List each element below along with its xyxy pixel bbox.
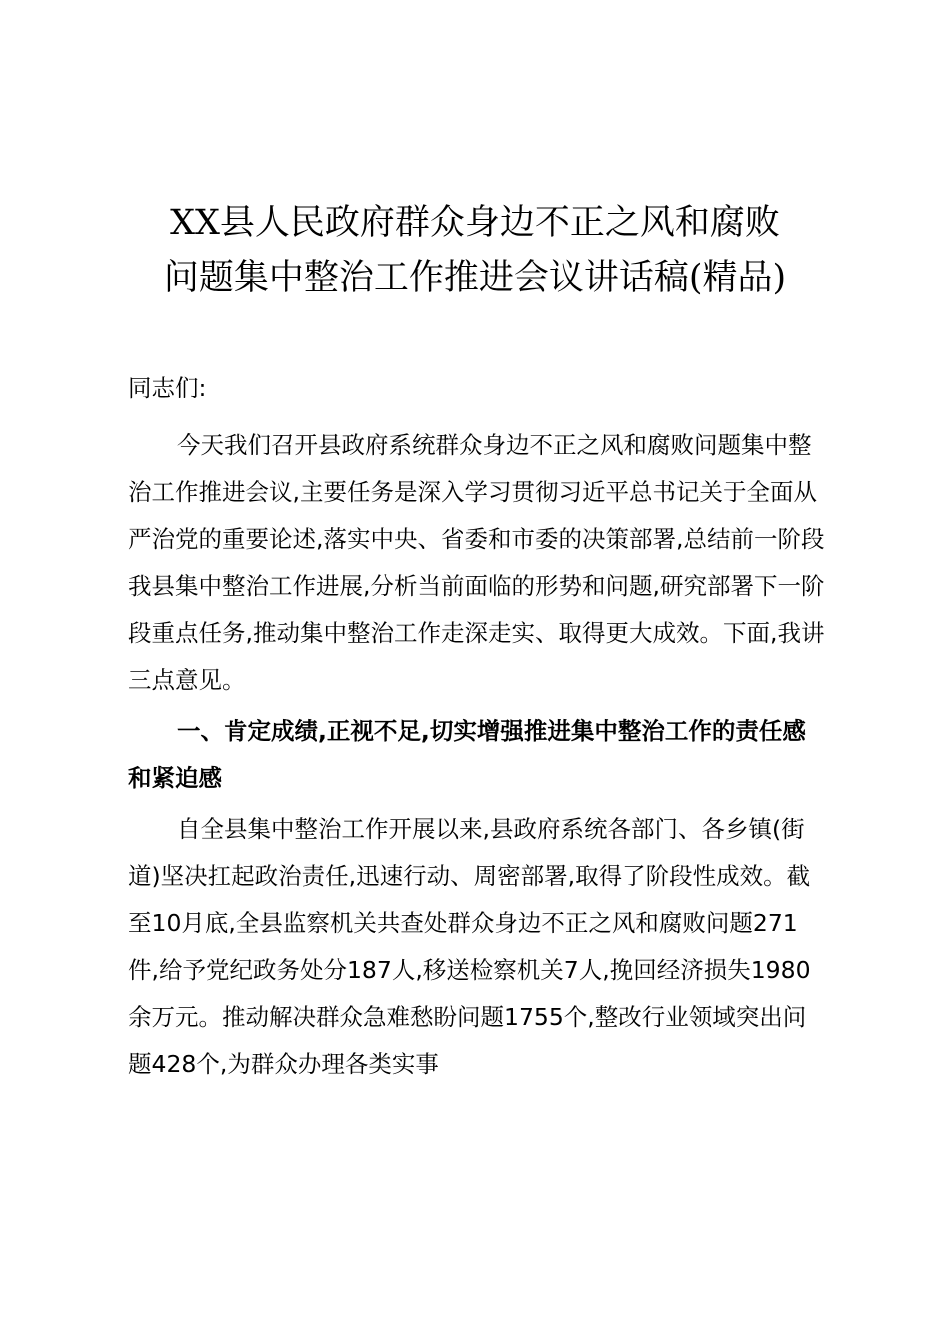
title-line-2: 问题集中整治工作推进会议讲话稿(精品) xyxy=(163,258,787,298)
document-title xyxy=(80,196,870,306)
paragraph-achievements: 自全县集中整治工作开展以来,县政府系统各部门、各乡镇(街道)坚决扛起政治责任,迅速行动、周密部署,取得了阶段性成效。截至10月底,全县监察机关共查处群众身边不正之风和腐败问题271件,给予党纪政务处分187人,移送检察机关7人,挽回经济损失1980余万元。推动解决群众急难愁盼问题1755个,整改行业领域突出问题428个,为群众办理各类实事 xyxy=(128,815,811,1078)
section-heading-1: 一、肯定成绩,正视不足,切实增强推进集中整治工作的责任感和紧迫感 xyxy=(128,717,806,792)
title-line-1: XX县人民政府群众身边不正之风和腐败 xyxy=(170,203,780,243)
paragraph-intro: 今天我们召开县政府系统群众身边不正之风和腐败问题集中整治工作推进会议,主要任务是深入学习贯彻习近平总书记关于全面从严治党的重要论述,落实中央、省委和市委的决策部署,总结前一阶段我县集中整治工作进展,分析当前面临的形势和问题,研究部署下一阶段重点任务,推动集中整治工作走深走实、取得更大成效。下面,我讲三点意见。 xyxy=(128,431,825,694)
document-body xyxy=(128,365,828,1092)
salutation: 同志们: xyxy=(128,374,207,402)
